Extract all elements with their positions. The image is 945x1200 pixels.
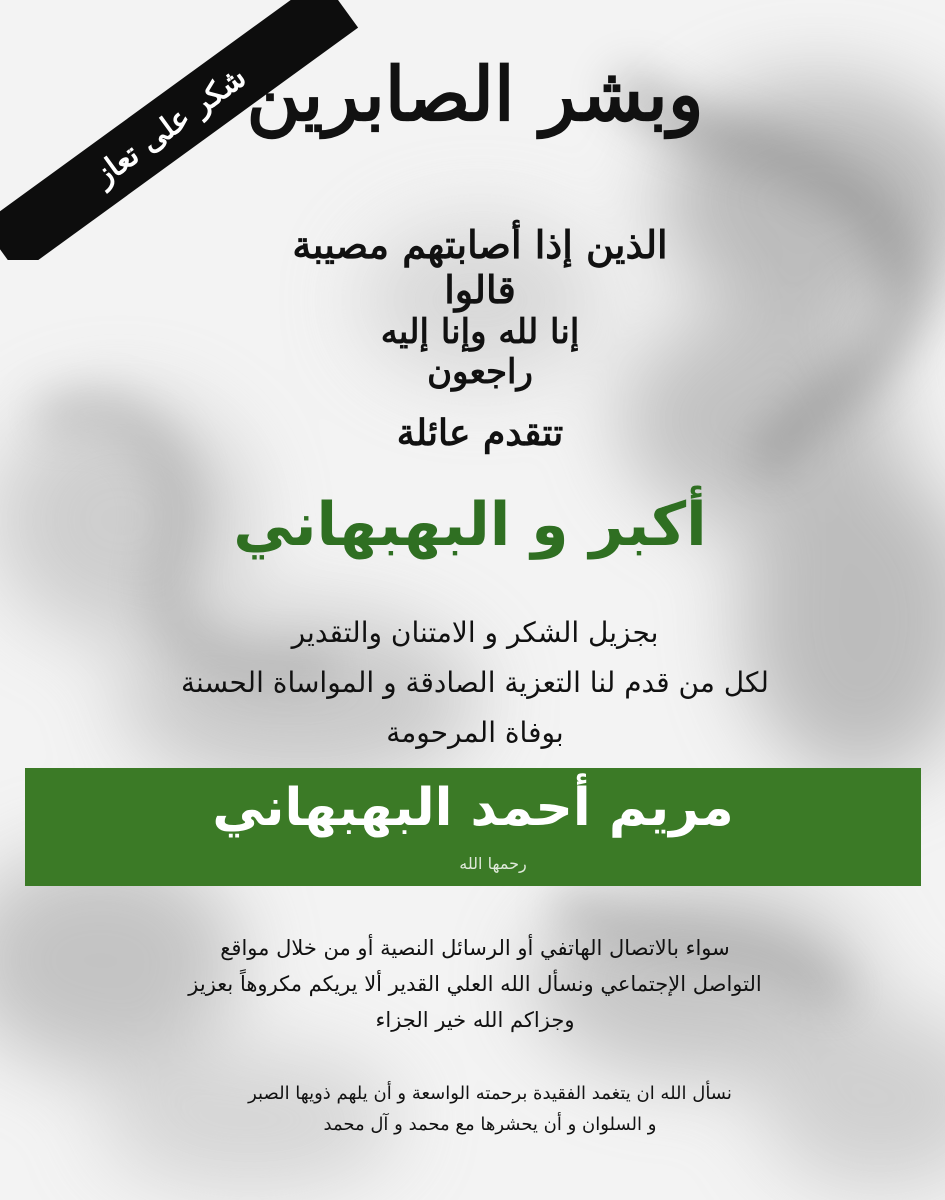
paragraph-line: و السلوان و أن يحشرها مع محمد و آل محمد: [323, 1114, 657, 1135]
ribbon-text: شكر على تعاز: [87, 59, 253, 193]
message-paragraph-2: [190, 1078, 790, 1140]
thanks-line: بوفاة المرحومة: [386, 716, 564, 749]
thanks-block: [80, 608, 870, 758]
paragraph-line: نسأل الله ان يتغمد الفقيدة برحمته الواسعة و أن يلهم ذويها الصبر: [248, 1083, 732, 1104]
deceased-banner: [25, 768, 921, 886]
verse-title: وبشر الصابرين: [246, 52, 704, 138]
verse-line-1: الذين إذا أصابتهم مصيبة قالوا: [292, 222, 668, 312]
message-paragraph-1: [150, 930, 800, 1038]
deceased-name: مريم أحمد البهبهاني: [212, 778, 734, 838]
thanks-line: بجزيل الشكر و الامتنان والتقدير: [291, 616, 659, 649]
mercy-text: رحمها الله: [459, 854, 527, 873]
family-name: أكبر و البهبهاني: [233, 490, 707, 560]
paragraph-line: التواصل الإجتماعي ونسأل الله العلي القدير ألا يريكم مكروهاً بعزيز: [188, 972, 762, 996]
verse-line-2: إنا لله وإنا إليه راجعون: [380, 312, 580, 392]
paragraph-line: سواء بالاتصال الهاتفي أو الرسائل النصية أو من خلال مواقع: [220, 936, 730, 960]
presents-heading: تتقدم عائلة: [396, 412, 564, 454]
thanks-line: لكل من قدم لنا التعزية الصادقة و المواساة الحسنة: [181, 666, 769, 699]
paragraph-line: وجزاكم الله خير الجزاء: [375, 1008, 575, 1032]
